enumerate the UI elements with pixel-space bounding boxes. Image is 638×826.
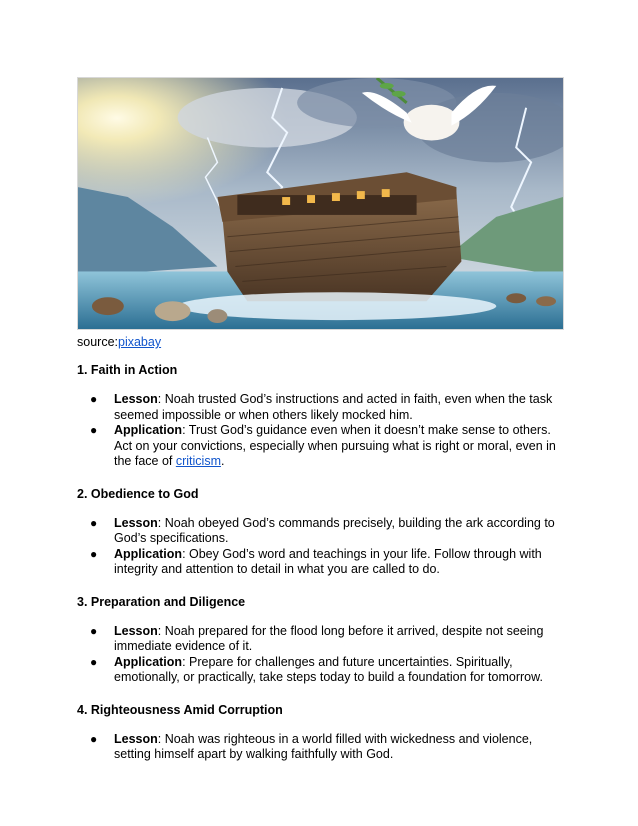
- list-item: [77, 732, 567, 763]
- section-list-faith-in-action: [77, 392, 567, 470]
- item-term: Application: [114, 546, 183, 561]
- item-term: Application: [114, 423, 183, 437]
- list-item: [77, 547, 567, 578]
- bullet-icon: ●: [90, 731, 98, 746]
- section-list-preparation-and-diligence: [77, 624, 567, 686]
- item-term: Lesson: [114, 392, 158, 406]
- source-link-pixabay[interactable]: pixabay: [118, 335, 162, 349]
- list-item: [77, 655, 567, 686]
- bullet-icon: ●: [90, 546, 98, 561]
- ark-illustration: [78, 78, 563, 329]
- item-text: : Noah trusted God’s instructions and acted in faith, even when the task seemed impossible or when others likely mocked him.: [114, 392, 553, 422]
- list-item: [77, 392, 567, 423]
- item-text: : Noah was righteous in a world filled with wickedness and violence, setting himself apart by walking faithfully with God.: [114, 731, 533, 761]
- section-title-preparation-and-diligence: 3. Preparation and Diligence: [77, 594, 246, 609]
- section-title-obedience-to-god: 2. Obedience to God: [77, 486, 199, 501]
- bullet-icon: ●: [90, 515, 98, 530]
- list-item: [77, 516, 567, 547]
- hero-image-noahs-ark: [77, 77, 564, 330]
- image-source-credit: [77, 334, 161, 350]
- item-term: Lesson: [114, 731, 158, 746]
- item-text: : Noah obeyed God’s commands precisely, building the ark according to God’s specifications.: [114, 515, 555, 545]
- item-term: Application: [114, 654, 183, 669]
- bullet-icon: ●: [90, 423, 98, 437]
- section-title-faith-in-action: 1. Faith in Action: [77, 363, 178, 377]
- bullet-icon: ●: [90, 392, 98, 406]
- source-prefix: source:: [77, 335, 118, 349]
- list-item: [77, 624, 567, 655]
- section-list-obedience-to-god: [77, 516, 567, 578]
- bullet-icon: ●: [90, 654, 98, 669]
- document-body: [77, 362, 567, 779]
- section-title-righteousness-amid-corruption: 4. Righteousness Amid Corruption: [77, 702, 283, 717]
- item-text: : Obey God’s word and teachings in your life. Follow through with integrity and attention to detail in what you are called to do.: [114, 546, 542, 576]
- list-item: [77, 423, 567, 470]
- item-text: : Prepare for challenges and future uncertainties. Spiritually, emotionally, or practically, take steps today to build a foundation for tomorrow.: [114, 654, 543, 684]
- item-text-end: .: [221, 454, 225, 468]
- item-text: : Trust God’s guidance even when it doesn’t make sense to others. Act on your convictions, especially when pursuing what is right or moral, even in the face of: [114, 423, 556, 468]
- criticism-link[interactable]: criticism: [175, 454, 221, 468]
- item-term: Lesson: [114, 515, 158, 530]
- section-list-righteousness-amid-corruption: [77, 732, 567, 763]
- item-term: Lesson: [114, 623, 158, 638]
- item-text: : Noah prepared for the flood long before it arrived, despite not seeing immediate evidence of it.: [114, 623, 544, 653]
- bullet-icon: ●: [90, 623, 98, 638]
